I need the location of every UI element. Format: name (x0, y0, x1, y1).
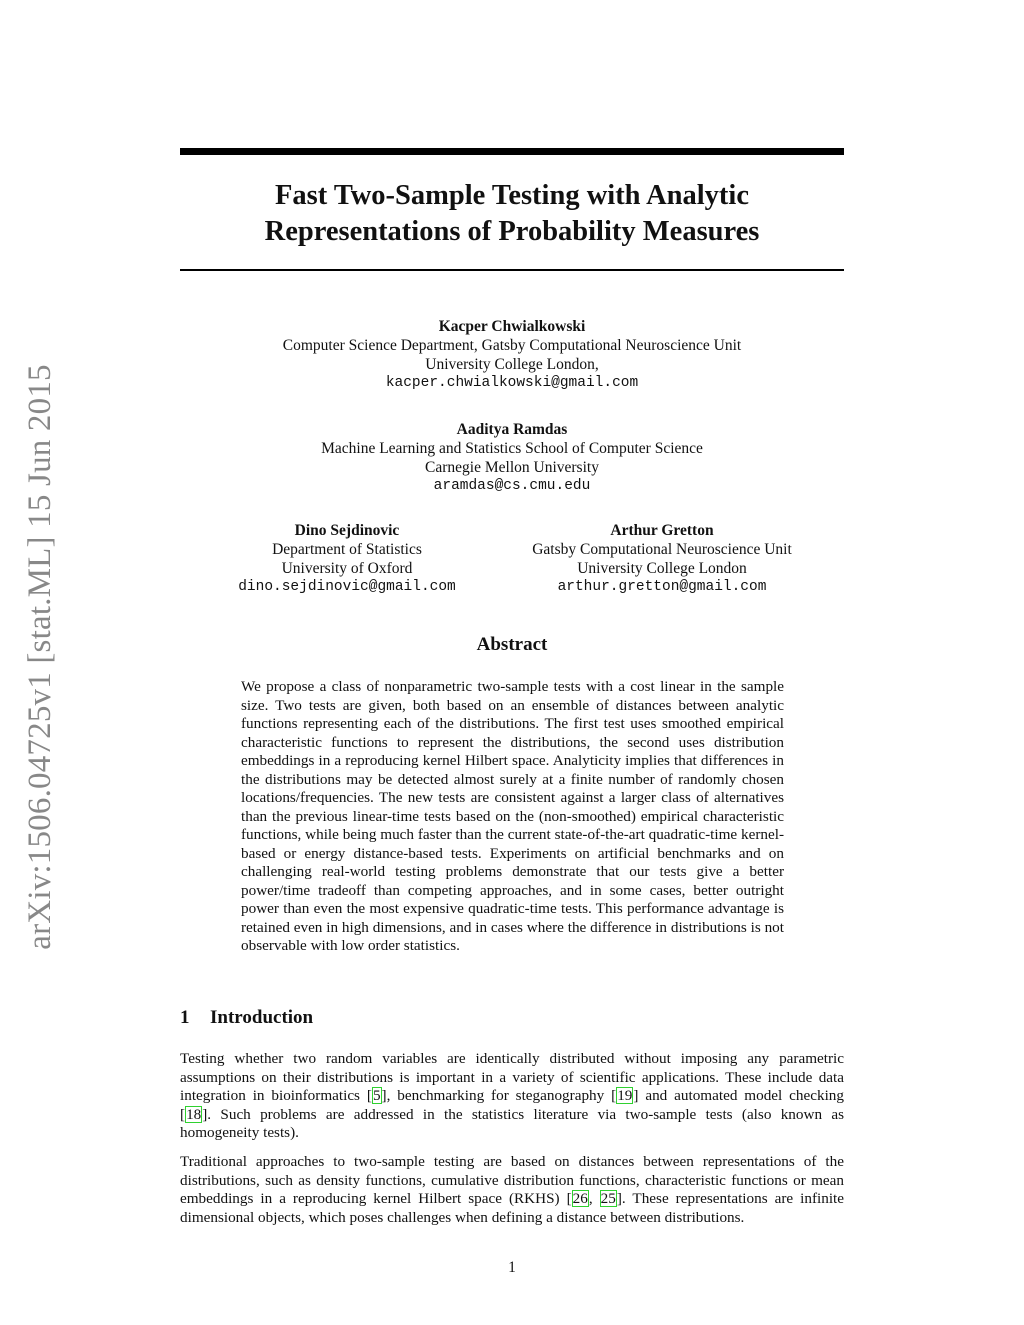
author-affiliation: Gatsby Computational Neuroscience Unit (532, 541, 792, 558)
author-affiliation: Machine Learning and Statistics School of Computer Science (321, 440, 703, 457)
paragraph-text: ] and automated model checking [ (180, 1087, 844, 1123)
author-affiliation: University College London, (425, 356, 599, 373)
author-name: Kacper Chwialkowski (438, 318, 586, 335)
author-block-2 (180, 420, 844, 496)
section-number: 1 (180, 1007, 190, 1028)
author-email[interactable]: kacper.chwialkowski@gmail.com (385, 375, 639, 391)
arxiv-stamp: arXiv:1506.04725v1 [stat.ML] 15 Jun 2015 (22, 364, 58, 950)
author-affiliation: Department of Statistics (272, 541, 422, 558)
author-affiliation: Computer Science Department, Gatsby Computational Neuroscience Unit (282, 337, 742, 354)
paper-title (180, 178, 844, 250)
author-name: Dino Sejdinovic (294, 522, 400, 539)
paragraph-text: ]. Such problems are addressed in the statistics literature via two-sample tests (also known as homogeneity tests). (180, 1105, 844, 1141)
citation-link[interactable]: 19 (617, 1087, 633, 1104)
author-block-1 (180, 317, 844, 393)
author-name: Aaditya Ramdas (456, 421, 568, 438)
paragraph-text: Traditional approaches to two-sample testing are based on distances between representations of the distributions, such as density functions, cumulative distribution functions, characteristic functions or mean embeddings in a reproducing kernel Hilbert space (RKHS) [ (180, 1153, 844, 1207)
author-block-3 (197, 521, 497, 597)
paragraph-text: ]. These representations are infinite dimensional objects, which poses challenges when defining a distance between distributions. (180, 1190, 844, 1226)
author-affiliation: Carnegie Mellon University (425, 459, 599, 476)
citation-link[interactable]: 5 (372, 1087, 381, 1104)
citation-separator: , (588, 1190, 600, 1207)
author-email[interactable]: arthur.gretton@gmail.com (557, 579, 767, 595)
citation-link[interactable]: 25 (600, 1190, 616, 1207)
citation-link[interactable]: 26 (572, 1190, 588, 1207)
section-title: Introduction (210, 1007, 314, 1028)
author-email[interactable]: aramdas@cs.cmu.edu (433, 478, 591, 494)
title-line-1: Fast Two-Sample Testing with Analytic (274, 180, 749, 211)
author-block-4 (480, 521, 844, 597)
author-name: Arthur Gretton (610, 522, 714, 539)
author-affiliation: University of Oxford (281, 560, 413, 577)
paragraph-text: ], benchmarking for steganography [ (381, 1087, 617, 1104)
paragraph-text: Testing whether two random variables are identically distributed without imposing any parametric assumptions on their distributions is important in a variety of scientific applications. These include data integration in bioinformatics [ (180, 1050, 844, 1104)
author-email[interactable]: dino.sejdinovic@gmail.com (238, 579, 456, 595)
section-heading (180, 1006, 844, 1030)
title-top-rule (180, 148, 844, 155)
abstract-heading: Abstract (476, 634, 548, 655)
intro-paragraph-1 (180, 1050, 844, 1143)
author-affiliation: University College London (577, 560, 747, 577)
abstract-text: We propose a class of nonparametric two-sample tests with a cost linear in the sample size. Two tests are given, both based on an ensemble of distances between analytic functions representing each of the distributions. The first test uses smoothed empirical characteristic functions to represent the distributions, the second uses distribution embeddings in a reproducing kernel Hilbert space. Analyticity implies that differences in the distributions may be detected almost surely at a finite number of randomly chosen locations/frequencies. The new tests are consistent against a larger class of alternatives than the previous linear-time tests based on the (non-smoothed) empirical characteristic functions, while being much faster than the current state-of-the-art quadratic-time kernel-based or energy distance-based tests. Experiments on artificial benchmarks and on challenging real-world testing problems demonstrate that our tests give a better power/time tradeoff than competing approaches, and in some cases, better outright power than even the most expensive quadratic-time tests. This performance advantage is retained even in high dimensions, and in cases where the difference in distributions is not observable with low order statistics. (241, 678, 784, 954)
intro-paragraph-2 (180, 1153, 844, 1227)
page-number: 1 (508, 1259, 516, 1276)
citation-link[interactable]: 18 (186, 1105, 202, 1123)
title-line-2: Representations of Probability Measures (264, 216, 760, 247)
title-bottom-rule (180, 269, 844, 271)
